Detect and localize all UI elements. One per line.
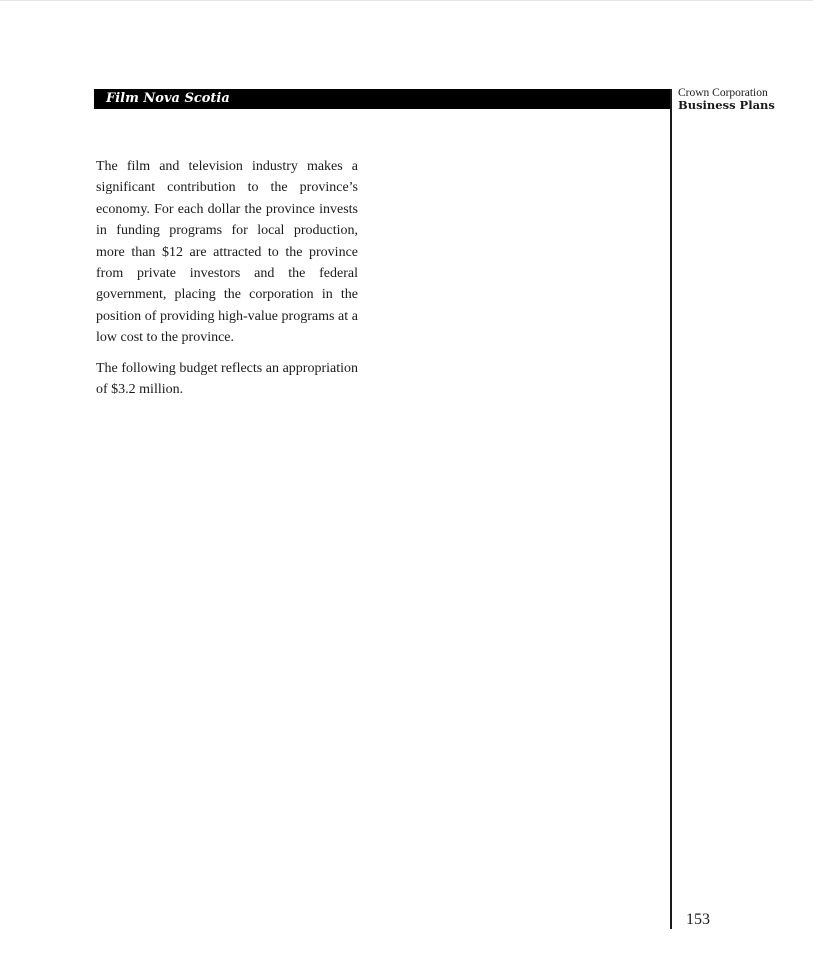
page-number: 153	[686, 911, 710, 928]
top-edge-line	[0, 0, 813, 1]
margin-rule	[670, 89, 672, 929]
document-label-line2: Business Plans	[678, 98, 775, 112]
header-bar	[94, 89, 670, 109]
section-title: Film Nova Scotia	[106, 91, 230, 106]
paragraph-budget: The following budget reflects an appropriation of $3.2 million.	[96, 360, 358, 398]
body-text	[96, 156, 358, 409]
paragraph-intro: The film and television industry makes a significant contribution to the province’s economy. For each dollar the province invests in funding programs for local production, more than $12 are attracted to the province from private investors and the federal government, placing the corporation in the position of providing high-value programs at a low cost to the province.	[96, 159, 358, 346]
document-label-line1: Crown Corporation	[678, 87, 768, 99]
document-label	[678, 87, 788, 111]
